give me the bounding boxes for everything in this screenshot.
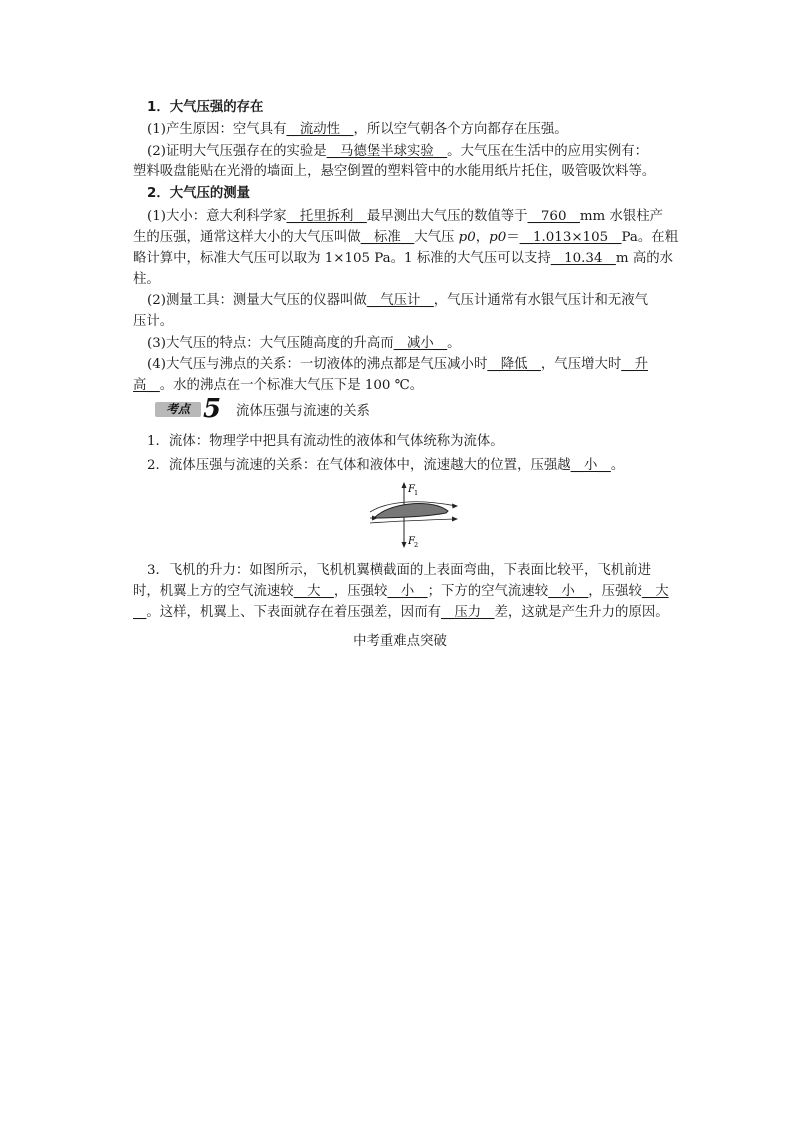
- answer-magdeburg: __马德堡半球实验__: [326, 144, 448, 159]
- answer-1013: __1.013×105__: [519, 230, 622, 245]
- text: 差，这就是产生升力的原因。: [494, 605, 669, 620]
- text: mm 水银柱产: [579, 209, 664, 224]
- answer-large: __大__: [293, 584, 334, 599]
- answer-barometer: __气压计__: [366, 293, 434, 308]
- answer-small-pressure: __小__: [387, 584, 428, 599]
- answer-10-34: __10.34__: [550, 251, 616, 266]
- kaodian-label: 考点: [155, 402, 201, 417]
- answer-760: __760__: [527, 209, 580, 224]
- answer-lower: __降低__: [487, 357, 541, 372]
- kaodian-badge: [155, 396, 247, 422]
- kaodian-number: 5: [203, 394, 222, 424]
- answer-decrease: __减小__: [393, 336, 448, 351]
- size-line-4: 柱。: [133, 272, 160, 287]
- text: ；下方的空气流速较: [427, 584, 549, 599]
- answer-standard: __标准__: [360, 230, 415, 245]
- text: ，气压增大时: [540, 357, 622, 372]
- proof-line: [147, 142, 648, 162]
- answer-small: __小__: [570, 458, 611, 473]
- text: ，压强较: [333, 584, 388, 599]
- answer-fluidity: __流动性__: [286, 122, 354, 137]
- text: 大气压: [414, 230, 459, 245]
- text: (2)测量工具：测量大气压的仪器叫做: [147, 293, 367, 308]
- text: (1)大小：意大利科学家: [147, 209, 287, 224]
- streamline-arrow-bottom: [452, 517, 458, 522]
- proof-text-end: 。大气压在生活中的应用实例有：: [447, 144, 649, 159]
- fluid-relation: [147, 456, 624, 476]
- cause-text: (1)产生原因：空气具有: [147, 122, 287, 137]
- tool-line: [147, 291, 648, 311]
- force-arrow-up: [402, 482, 407, 488]
- heading-atmospheric-existence: 1．大气压强的存在: [147, 100, 264, 115]
- symbol-p0: p0: [489, 230, 507, 245]
- text: ，气压计通常有水银气压计和无液气: [433, 293, 649, 308]
- text: 。这样，机翼上、下表面就存在着压强差，因而有: [146, 605, 441, 620]
- text: ，压强较: [588, 584, 642, 599]
- kaodian-title: 流体压强与流速的关系: [236, 404, 370, 419]
- fluid-definition: 1．流体：物理学中把具有流动性的液体和气体统称为流体。: [147, 434, 504, 449]
- lift-line-3: [133, 603, 669, 623]
- answer-higher-part1: __升: [621, 357, 649, 372]
- lift-line-1: 3．飞机的升力：如图所示，飞机机翼横截面的上表面弯曲，下表面比较平，飞机前进: [147, 563, 651, 578]
- label-f1-sub: 1: [414, 489, 419, 497]
- wing-figure: [366, 478, 466, 554]
- label-f2: F: [408, 536, 415, 547]
- text: m 高的水: [615, 251, 674, 266]
- label-f1: F: [408, 484, 415, 495]
- symbol-p0: p0: [458, 230, 476, 245]
- feature-line: [147, 334, 461, 354]
- lift-line-2: [133, 582, 669, 602]
- application-examples: 塑料吸盘能贴在光滑的墙面上，悬空倒置的塑料管中的水能用纸片托住，吸管吸饮料等。: [133, 164, 656, 179]
- answer-higher-part2: 高__: [133, 378, 160, 393]
- tool-line-2: 压计。: [133, 314, 174, 329]
- force-arrow-down: [402, 542, 407, 548]
- text: 略计算中，标准大气压可以取为 1×105 Pa。1 标准的大气压可以支持: [133, 251, 551, 266]
- boiling-line-2: [133, 376, 423, 396]
- text: 2．流体压强与流速的关系：在气体和液体中，流速越大的位置，压强越: [147, 458, 571, 473]
- text: 。: [610, 458, 625, 473]
- streamline-bottom: [370, 519, 456, 523]
- answer-large-pressure-part1: __大: [641, 584, 669, 599]
- size-line-2: [133, 228, 678, 248]
- proof-text: (2)证明大气压强存在的实验是: [147, 144, 327, 159]
- answer-force: __压力__: [440, 605, 495, 620]
- answer-torricelli: __托里拆利__: [286, 209, 367, 224]
- answer-large-pressure-part2: __: [133, 605, 147, 620]
- text: Pa。在粗: [621, 230, 679, 245]
- boiling-line-1: [147, 355, 648, 375]
- answer-small-speed: __小__: [548, 584, 589, 599]
- section-title-key-points: 中考重难点突破: [353, 634, 447, 649]
- heading-measurement: 2．大气压的测量: [147, 186, 251, 201]
- text: 。: [447, 336, 461, 351]
- text: ＝: [506, 230, 520, 245]
- label-f2-sub: 2: [414, 541, 419, 549]
- text: (3)大气压的特点：大气压随高度的升高而: [147, 336, 394, 351]
- size-line-1: [147, 207, 663, 227]
- text: 最早测出大气压的数值等于: [366, 209, 528, 224]
- cause-text-end: ，所以空气朝各个方向都存在压强。: [353, 122, 568, 137]
- streamline-arrow-top: [452, 504, 458, 509]
- text: ，: [475, 230, 490, 245]
- text: (4)大气压与沸点的关系：一切液体的沸点都是气压减小时: [147, 357, 488, 372]
- text: 。水的沸点在一个标准大气压下是 100 ℃。: [159, 378, 424, 393]
- text: 生的压强，通常这样大小的大气压叫做: [133, 230, 361, 245]
- cause-line: [147, 120, 568, 140]
- text: 时，机翼上方的空气流速较: [133, 584, 294, 599]
- size-line-3: [133, 249, 673, 269]
